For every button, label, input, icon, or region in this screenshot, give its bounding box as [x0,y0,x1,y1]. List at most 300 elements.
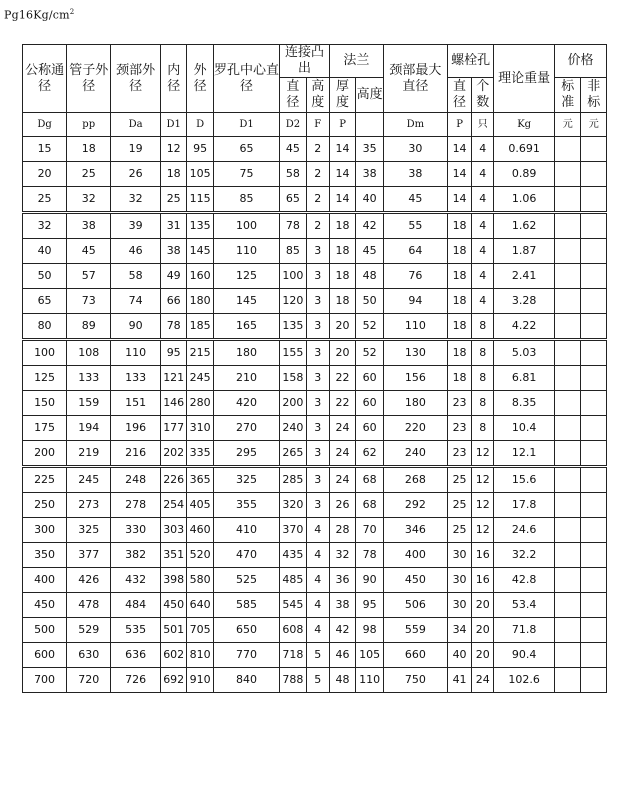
table-row [23,441,607,467]
table-cell: 48 [356,264,384,289]
table-cell: 155 [280,340,306,366]
table-cell: 3 [306,340,329,366]
table-cell: 18 [447,340,471,366]
table-cell: 4 [472,289,494,314]
table-cell: 12 [472,493,494,518]
table-cell: 100 [213,213,279,239]
symbol-cell [356,113,384,137]
table-cell: 630 [67,643,111,668]
table-cell [555,366,581,391]
table-cell: 350 [23,543,67,568]
symbol-cell: P [447,113,471,137]
table-cell: 3 [306,416,329,441]
table-cell: 700 [23,668,67,693]
table-cell: 14 [329,162,355,187]
table-cell: 24 [329,416,355,441]
table-cell: 4 [472,162,494,187]
symbol-cell: pp [67,113,111,137]
table-cell: 0.691 [494,137,555,162]
table-cell: 156 [383,366,447,391]
table-cell: 95 [160,340,186,366]
table-cell: 52 [356,314,384,340]
table-cell [581,668,607,693]
table-cell: 692 [160,668,186,693]
table-row [23,493,607,518]
table-cell [581,643,607,668]
table-cell: 25 [447,467,471,493]
table-cell: 18 [447,314,471,340]
table-cell: 4 [306,568,329,593]
table-cell: 150 [23,391,67,416]
table-cell: 145 [187,239,213,264]
table-cell: 225 [23,467,67,493]
table-cell: 89 [67,314,111,340]
table-cell: 105 [187,162,213,187]
table-cell: 3 [306,366,329,391]
table-cell: 55 [383,213,447,239]
table-cell: 4 [306,543,329,568]
table-cell: 85 [280,239,306,264]
table-row [23,391,607,416]
table-cell: 410 [213,518,279,543]
table-cell [555,643,581,668]
table-cell: 501 [160,618,186,643]
table-cell: 41 [447,668,471,693]
table-cell [581,391,607,416]
table-cell: 22 [329,391,355,416]
symbol-cell: Dg [23,113,67,137]
table-cell: 158 [280,366,306,391]
table-row [23,314,607,340]
table-cell [555,162,581,187]
table-cell: 280 [187,391,213,416]
table-cell: 810 [187,643,213,668]
table-cell: 450 [383,568,447,593]
header-raised-face: 连接凸出 [280,45,330,78]
table-cell [555,668,581,693]
table-cell: 705 [187,618,213,643]
table-cell [555,441,581,467]
table-cell [581,593,607,618]
table-cell: 525 [213,568,279,593]
table-cell: 108 [67,340,111,366]
table-cell: 35 [356,137,384,162]
table-cell: 76 [383,264,447,289]
table-cell [555,493,581,518]
table-cell: 110 [356,668,384,693]
table-cell: 42 [329,618,355,643]
table-cell: 20 [329,340,355,366]
table-cell: 2 [306,137,329,162]
table-cell: 14 [447,162,471,187]
table-cell [581,366,607,391]
table-cell [581,568,607,593]
table-cell: 18 [447,213,471,239]
table-cell: 226 [160,467,186,493]
table-cell [555,518,581,543]
table-row [23,340,607,366]
table-cell: 303 [160,518,186,543]
pressure-rating [4,8,74,22]
table-cell: 196 [111,416,161,441]
table-cell: 25 [160,187,186,213]
table-cell: 24 [329,467,355,493]
pressure-exponent: 2 [69,8,75,16]
table-cell: 14 [329,137,355,162]
table-cell: 68 [356,467,384,493]
table-cell: 73 [67,289,111,314]
table-cell: 248 [111,467,161,493]
table-cell: 26 [111,162,161,187]
table-cell: 640 [187,593,213,618]
table-cell: 478 [67,593,111,618]
symbol-cell: 只 [472,113,494,137]
table-cell: 219 [67,441,111,467]
table-cell: 18 [447,366,471,391]
table-cell: 3 [306,314,329,340]
table-row [23,366,607,391]
table-cell: 520 [187,543,213,568]
table-cell: 36 [329,568,355,593]
header-bolt-hole: 螺栓孔 [447,45,493,78]
table-cell: 23 [447,391,471,416]
table-cell: 65 [213,137,279,162]
table-cell: 240 [280,416,306,441]
header-inner-diameter: 内径 [160,45,186,113]
table-cell: 636 [111,643,161,668]
table-cell: 650 [213,618,279,643]
table-cell: 325 [213,467,279,493]
table-cell: 14 [447,187,471,213]
table-cell: 273 [67,493,111,518]
table-cell: 398 [160,568,186,593]
table-cell: 57 [67,264,111,289]
table-cell: 215 [187,340,213,366]
table-cell: 4 [306,518,329,543]
table-cell: 910 [187,668,213,693]
table-cell: 278 [111,493,161,518]
table-cell [555,391,581,416]
table-cell: 426 [67,568,111,593]
table-cell: 105 [356,643,384,668]
table-row [23,593,607,618]
table-cell: 110 [213,239,279,264]
table-cell: 90.4 [494,643,555,668]
table-cell: 80 [23,314,67,340]
table-cell: 78 [280,213,306,239]
table-cell: 5 [306,643,329,668]
table-cell: 529 [67,618,111,643]
table-cell: 45 [356,239,384,264]
table-cell: 85 [213,187,279,213]
table-cell: 58 [280,162,306,187]
table-cell: 22 [329,366,355,391]
table-cell: 50 [23,264,67,289]
table-cell: 12 [472,441,494,467]
table-cell: 335 [187,441,213,467]
table-cell: 12 [160,137,186,162]
symbol-cell: F [306,113,329,137]
table-cell: 135 [280,314,306,340]
table-cell: 1.87 [494,239,555,264]
table-cell [555,568,581,593]
table-cell: 484 [111,593,161,618]
table-cell: 320 [280,493,306,518]
header-nominal-diameter: 公称通径 [23,45,67,113]
symbol-cell: D2 [280,113,306,137]
table-cell: 3 [306,289,329,314]
table-cell: 8 [472,416,494,441]
table-cell: 23 [447,441,471,467]
table-cell: 506 [383,593,447,618]
table-cell: 60 [356,391,384,416]
header-neck-max: 颈部最大直径 [383,45,447,113]
table-cell: 133 [111,366,161,391]
table-cell: 38 [160,239,186,264]
table-cell: 185 [187,314,213,340]
table-cell: 194 [67,416,111,441]
table-cell: 720 [67,668,111,693]
header-price: 价格 [555,45,607,78]
header-outer-diameter: 外径 [187,45,213,113]
table-cell: 330 [111,518,161,543]
table-cell: 34 [447,618,471,643]
table-body [23,137,607,693]
table-cell: 40 [23,239,67,264]
table-cell: 71.8 [494,618,555,643]
flange-spec-table [22,44,607,693]
table-cell: 8 [472,340,494,366]
pressure-text: Pg16Kg/cm [4,8,70,22]
table-cell: 125 [23,366,67,391]
table-cell: 23 [447,416,471,441]
table-cell: 1.62 [494,213,555,239]
header-flange-thickness: 厚度 [329,78,355,113]
table-cell: 32.2 [494,543,555,568]
header-rf-height: 高度 [306,78,329,113]
table-cell: 125 [213,264,279,289]
table-cell: 177 [160,416,186,441]
table-cell: 65 [280,187,306,213]
table-cell: 32 [329,543,355,568]
table-cell: 840 [213,668,279,693]
table-cell: 216 [111,441,161,467]
table-cell: 3 [306,239,329,264]
table-cell: 20 [472,593,494,618]
table-cell: 30 [383,137,447,162]
table-cell: 10.4 [494,416,555,441]
table-cell: 25 [447,518,471,543]
table-cell: 200 [280,391,306,416]
table-cell: 26 [329,493,355,518]
table-cell: 25 [23,187,67,213]
table-cell: 28 [329,518,355,543]
table-cell: 180 [383,391,447,416]
table-row [23,187,607,213]
table-cell: 585 [213,593,279,618]
table-cell: 24.6 [494,518,555,543]
table-cell: 432 [111,568,161,593]
table-cell: 1.06 [494,187,555,213]
table-row [23,137,607,162]
table-cell: 18 [447,264,471,289]
table-cell [581,441,607,467]
header-bolt-circle: 罗孔中心直径 [213,45,279,113]
table-cell: 130 [383,340,447,366]
table-row [23,518,607,543]
table-cell: 500 [23,618,67,643]
table-row [23,162,607,187]
table-cell: 254 [160,493,186,518]
table-cell: 48 [329,668,355,693]
table-cell: 400 [23,568,67,593]
table-cell: 18 [329,289,355,314]
table-cell: 50 [356,289,384,314]
table-cell: 159 [67,391,111,416]
table-cell [555,467,581,493]
table-cell: 370 [280,518,306,543]
table-row [23,618,607,643]
table-cell: 405 [187,493,213,518]
table-cell: 18 [447,289,471,314]
table-cell: 202 [160,441,186,467]
table-cell: 14 [329,187,355,213]
table-cell: 115 [187,187,213,213]
table-cell: 285 [280,467,306,493]
symbol-row [23,113,607,137]
table-cell: 300 [23,518,67,543]
table-cell: 68 [356,493,384,518]
header-weight: 理论重量 [494,45,555,113]
table-cell: 292 [383,493,447,518]
table-cell: 220 [383,416,447,441]
table-cell [555,618,581,643]
table-cell: 65 [23,289,67,314]
table-cell: 8.35 [494,391,555,416]
table-cell [555,239,581,264]
table-cell: 15.6 [494,467,555,493]
table-cell: 45 [280,137,306,162]
table-cell: 95 [356,593,384,618]
table-cell: 750 [383,668,447,693]
table-cell: 4 [472,239,494,264]
table-cell: 42.8 [494,568,555,593]
table-cell: 25 [67,162,111,187]
table-cell: 470 [213,543,279,568]
table-cell: 2 [306,162,329,187]
table-cell: 8 [472,314,494,340]
table-cell: 62 [356,441,384,467]
table-cell: 32 [111,187,161,213]
symbol-cell: 元 [581,113,607,137]
table-cell: 12.1 [494,441,555,467]
table-cell: 770 [213,643,279,668]
header-bolt-count: 个数 [472,78,494,113]
table-cell: 295 [213,441,279,467]
table-row [23,416,607,441]
table-cell: 4 [472,137,494,162]
table-cell: 245 [67,467,111,493]
table-cell: 14 [447,137,471,162]
table-cell: 2 [306,187,329,213]
table-cell: 310 [187,416,213,441]
table-cell: 60 [356,416,384,441]
header-price-standard: 标准 [555,78,581,113]
table-cell: 30 [447,593,471,618]
table-cell: 42 [356,213,384,239]
table-cell: 30 [447,568,471,593]
table-cell: 4 [472,187,494,213]
table-cell: 3 [306,264,329,289]
table-cell: 351 [160,543,186,568]
table-cell: 559 [383,618,447,643]
table-cell: 325 [67,518,111,543]
table-cell: 4 [472,264,494,289]
table-cell: 660 [383,643,447,668]
table-cell: 70 [356,518,384,543]
table-cell: 180 [187,289,213,314]
table-cell: 12 [472,518,494,543]
table-cell: 75 [213,162,279,187]
table-cell: 18 [67,137,111,162]
table-cell [555,543,581,568]
table-cell [555,314,581,340]
table-cell: 100 [23,340,67,366]
table-cell: 120 [280,289,306,314]
table-cell [555,340,581,366]
table-cell: 78 [356,543,384,568]
table-cell: 18 [329,213,355,239]
table-row [23,643,607,668]
table-cell: 535 [111,618,161,643]
table-cell: 32 [23,213,67,239]
table-row [23,264,607,289]
table-cell [581,264,607,289]
table-cell: 175 [23,416,67,441]
table-row [23,467,607,493]
table-cell: 110 [383,314,447,340]
table-cell: 4 [472,213,494,239]
table-cell [581,416,607,441]
table-cell: 165 [213,314,279,340]
table-cell: 5 [306,668,329,693]
table-cell [555,137,581,162]
table-cell: 268 [383,467,447,493]
table-cell [581,162,607,187]
symbol-cell: Kg [494,113,555,137]
table-cell [581,239,607,264]
table-row [23,289,607,314]
table-cell: 32 [67,187,111,213]
table-cell: 250 [23,493,67,518]
table-cell: 210 [213,366,279,391]
table-cell: 3.28 [494,289,555,314]
table-row [23,543,607,568]
table-cell: 15 [23,137,67,162]
table-cell: 2.41 [494,264,555,289]
table-cell: 346 [383,518,447,543]
table-cell: 5.03 [494,340,555,366]
table-cell [555,593,581,618]
table-cell: 30 [447,543,471,568]
header-flange: 法兰 [329,45,383,78]
table-cell: 450 [23,593,67,618]
table-cell: 60 [356,366,384,391]
table-cell: 270 [213,416,279,441]
table-cell: 16 [472,568,494,593]
table-cell [581,467,607,493]
symbol-cell: P [329,113,355,137]
